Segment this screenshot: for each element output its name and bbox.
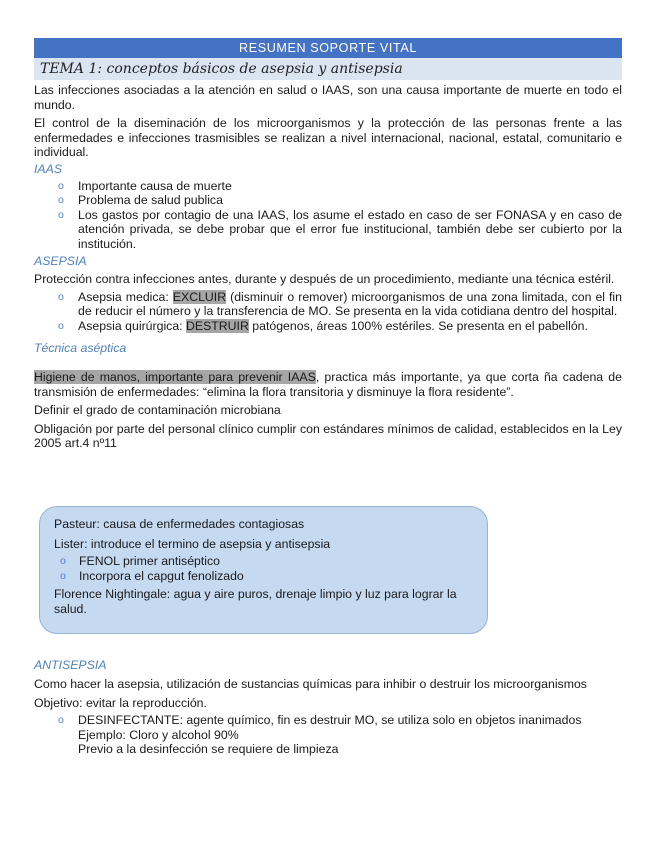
list-item: o Importante causa de muerte xyxy=(34,179,622,194)
list-item: o Problema de salud publica xyxy=(34,193,622,208)
asepsia-definition: Protección contra infecciones antes, durante y después de un procedimiento, mediante una técnica estéril. xyxy=(34,272,615,286)
list-item: o FENOL primer antiséptico xyxy=(54,554,473,569)
asepsia-heading: ASEPSIA xyxy=(34,254,87,268)
list-item-prefix: Asepsia quirúrgica: xyxy=(78,318,186,333)
list-item-example: Ejemplo: Cloro y alcohol 90% xyxy=(78,727,239,742)
history-nightingale: Florence Nightingale: agua y aire puros, drenaje limpio y luz para lograr la salud. xyxy=(54,587,457,616)
tecnica-line-2: Definir el grado de contaminación microbiana xyxy=(34,403,281,417)
tecnica-line-3: Obligación por parte del personal clínico cumplir con estándares mínimos de calidad, establecidos en la Ley 2005 art.4 nº11 xyxy=(34,421,622,450)
list-item-note: Previo a la desinfección se requiere de limpieza xyxy=(78,742,339,756)
tecnica-heading: Técnica aséptica xyxy=(34,341,127,355)
history-lister: Lister: introduce el termino de asepsia y antisepsia xyxy=(54,536,331,551)
list-item-text: (disminuir o remover) microorganismos de una zona limitada, con el fin de reducir el número y la transferencia de MO. Se presenta en la vida cotidiana dentro del hospital. xyxy=(78,289,623,318)
list-item-text: patógenos, áreas 100% estériles. Se presenta en el pabellón. xyxy=(248,318,588,333)
antisepsia-objetivo: Objetivo: evitar la reproducción. xyxy=(34,695,207,710)
lister-list xyxy=(54,554,473,583)
highlighted-term: EXCLUIR xyxy=(172,289,227,304)
list-item: o Incorpora el capgut fenolizado xyxy=(54,569,473,584)
paragraph-text: , practica más importante, ya que corta ña cadena de transmisión de enfermedades: “elimina la flora transitoria y disminuye la flora residente”. xyxy=(34,370,622,399)
antisepsia-heading: ANTISEPSIA xyxy=(34,658,107,672)
history-callout-box xyxy=(39,506,488,634)
list-item-asepsia-quirurgica xyxy=(34,319,622,334)
history-pasteur: Pasteur: causa de enfermedades contagiosas xyxy=(54,517,305,531)
document-title-banner: RESUMEN SOPORTE VITAL xyxy=(34,38,622,58)
list-item-prefix: Asepsia medica: xyxy=(78,289,173,304)
antisepsia-list xyxy=(34,713,622,757)
list-item-desinfectante xyxy=(34,713,622,757)
antisepsia-definition: Como hacer la asepsia, utilización de sustancias químicas para inhibir o destruir los microorganismos xyxy=(34,677,587,691)
asepsia-list xyxy=(34,290,622,334)
intro-paragraph-1: Las infecciones asociadas a la atención en salud o IAAS, son una causa importante de muerte en todo el mundo. xyxy=(34,83,622,112)
tecnica-paragraph xyxy=(34,370,622,399)
list-item: o Los gastos por contagio de una IAAS, los asume el estado en caso de ser FONASA y en caso de atención privada, se debe probar que el error fue institucional, también debe ser cubierto por la institución. xyxy=(34,208,622,252)
iaas-heading: IAAS xyxy=(34,161,63,176)
iaas-list xyxy=(34,179,622,252)
intro-paragraph-2: El control de la diseminación de los microorganismos y la protección de las personas frente a las enfermedades e infecciones trasmisibles se realizan a nivel internacional, nacional, estatal, comunitario e individual. xyxy=(34,116,622,159)
list-item-asepsia-medica xyxy=(34,290,622,319)
highlighted-term: DESTRUIR xyxy=(186,318,249,333)
topic-heading: TEMA 1: conceptos básicos de asepsia y antisepsia xyxy=(34,58,622,80)
list-item-text: o DESINFECTANTE: agente químico, fin es destruir MO, se utiliza solo en objetos inanimados xyxy=(78,713,582,727)
highlighted-phrase: Higiene de manos, importante para prevenir IAAS xyxy=(34,370,316,384)
